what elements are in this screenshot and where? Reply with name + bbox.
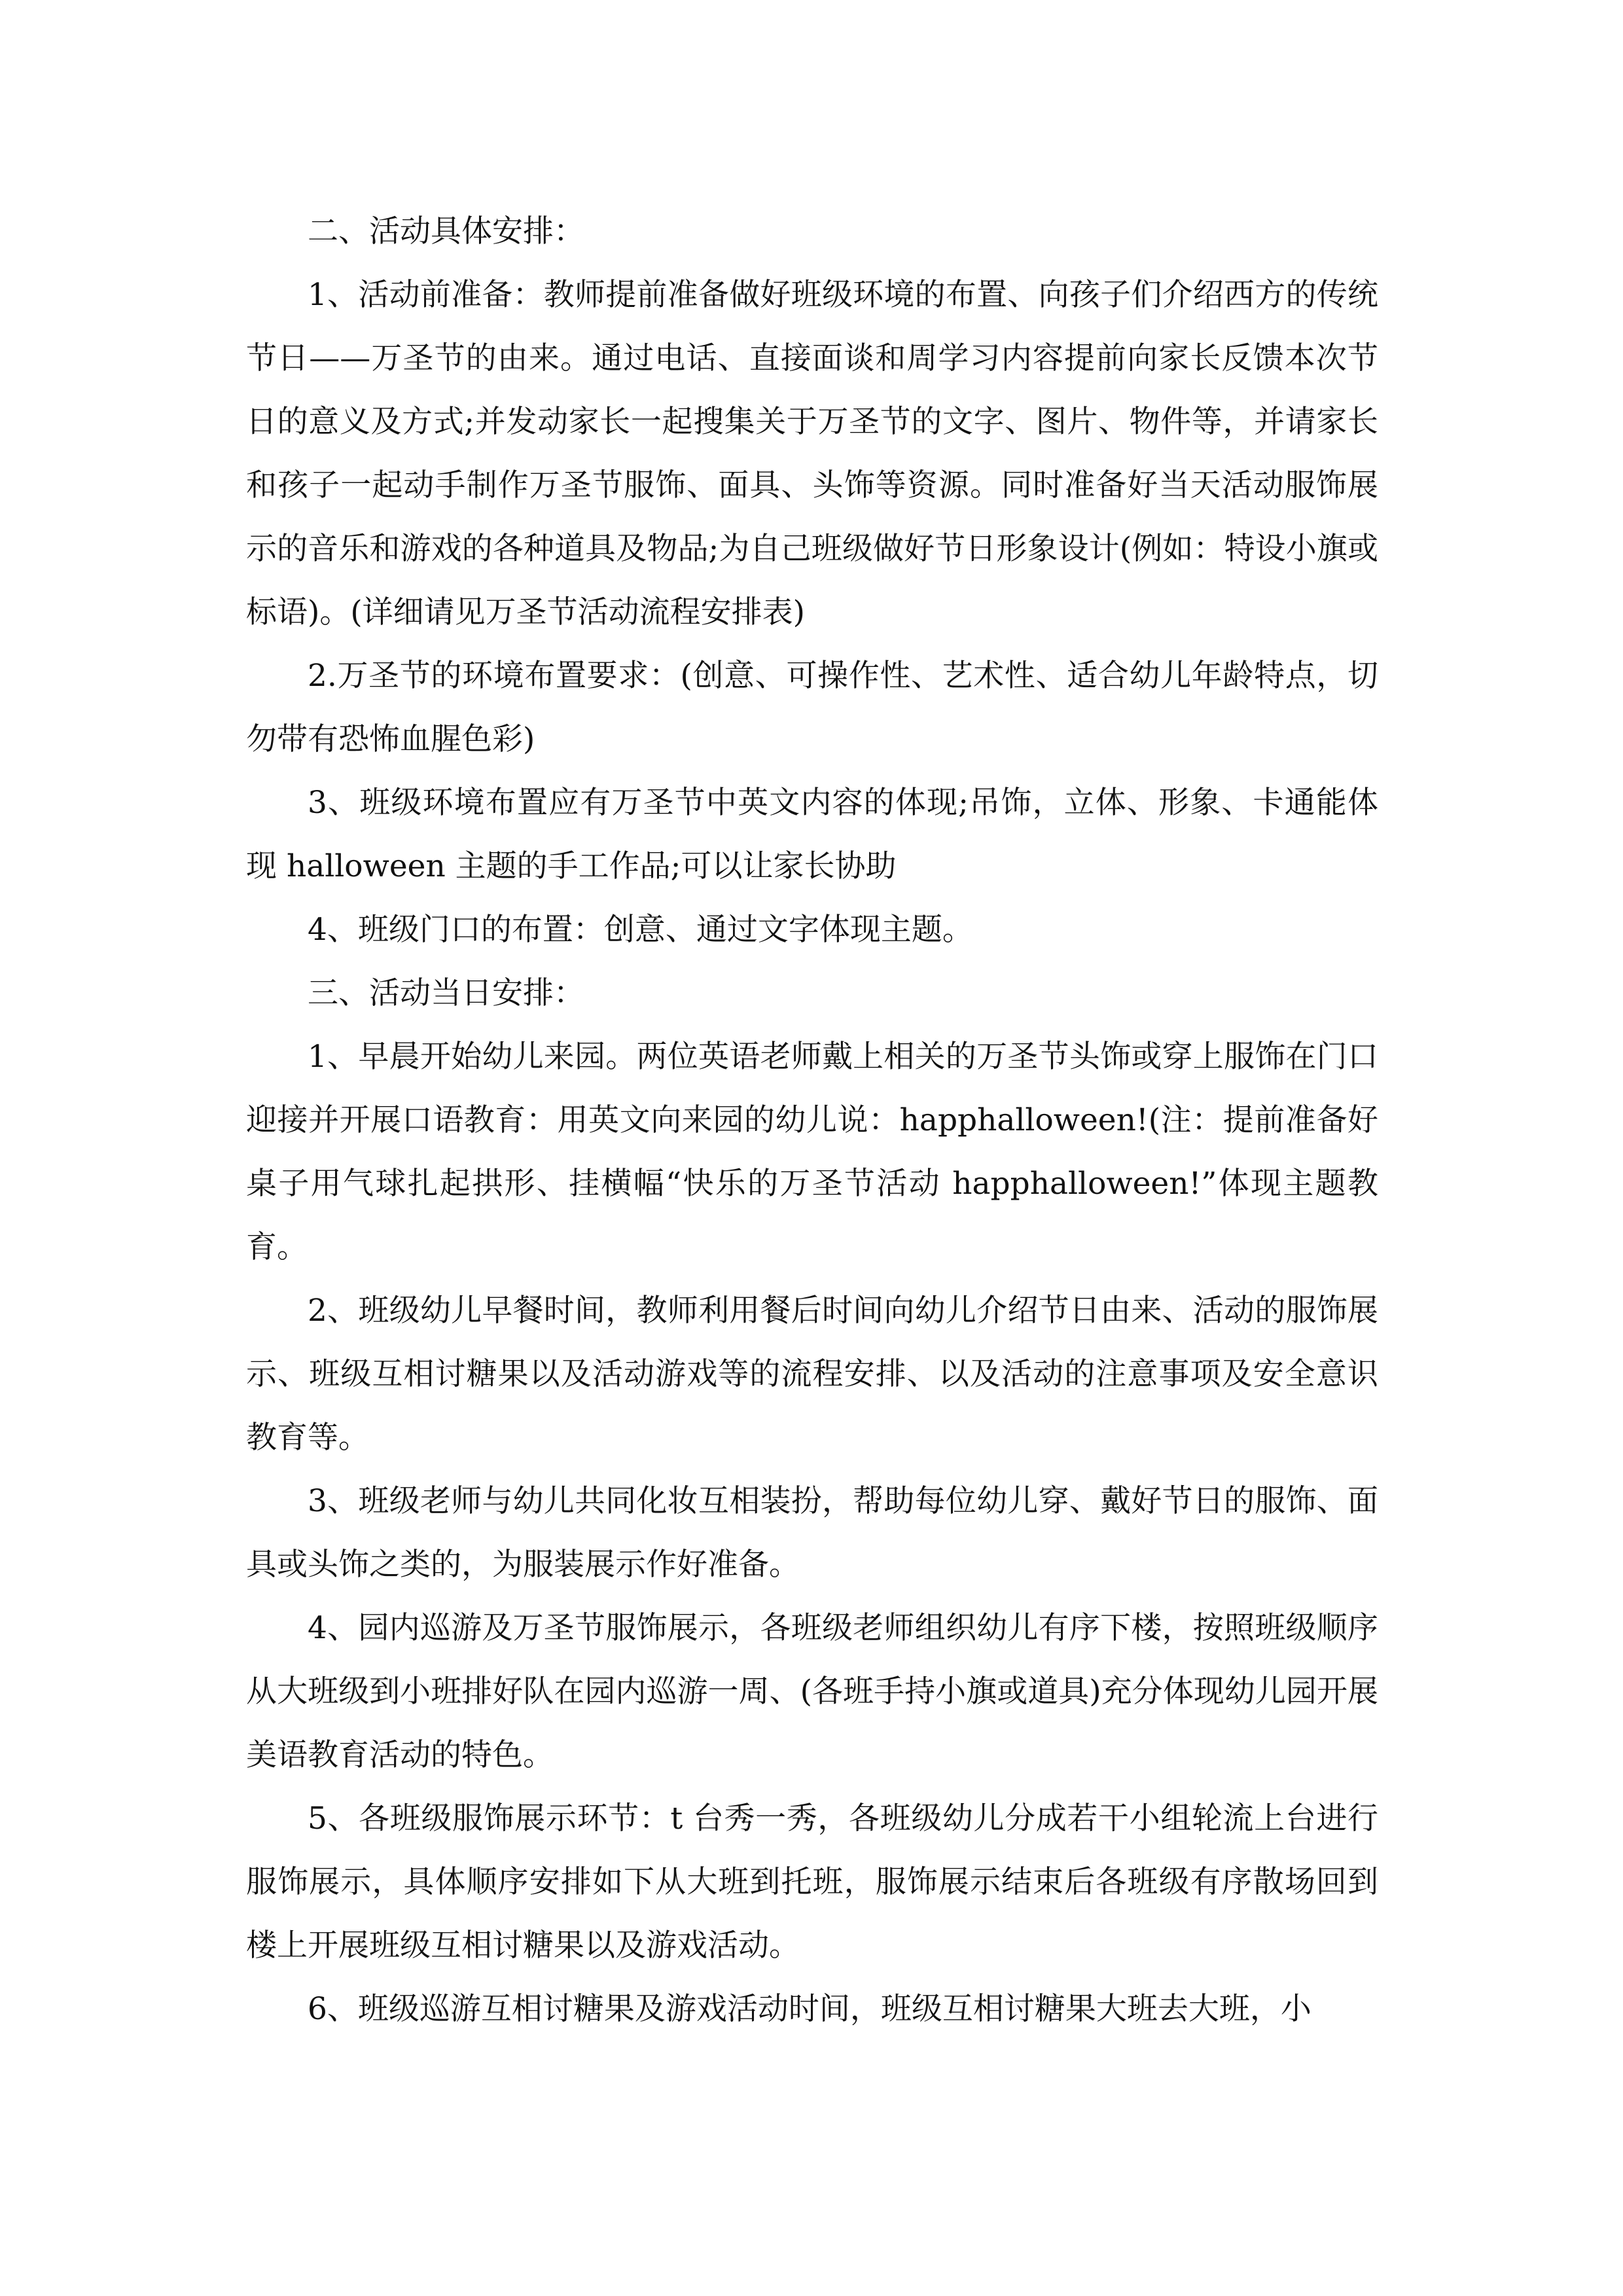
- paragraph-class-environment: 3、班级环境布置应有万圣节中英文内容的体现;吊饰，立体、形象、卡通能体现 halloween 主题的手工作品;可以让家长协助: [246, 785, 1378, 884]
- paragraph-parade: 4、园内巡游及万圣节服饰展示，各班级老师组织幼儿有序下楼，按照班级顺序从大班级到小班排好队在园内巡游一周、(各班手持小旗或道具)充分体现幼儿园开展美语教育活动的特色。: [246, 1610, 1378, 1773]
- paragraph-breakfast: 2、班级幼儿早餐时间，教师利用餐后时间向幼儿介绍节日由来、活动的服饰展示、班级互相讨糖果以及活动游戏等的流程安排、以及活动的注意事项及安全意识教育等。: [246, 1293, 1378, 1456]
- section-heading-3: 三、活动当日安排：: [308, 975, 584, 1011]
- paragraph-makeup: 3、班级老师与幼儿共同化妆互相装扮，帮助每位幼儿穿、戴好节日的服饰、面具或头饰之类的，为服装展示作好准备。: [246, 1483, 1378, 1583]
- document-body: [246, 200, 1378, 2041]
- paragraph-preparation: 1、活动前准备：教师提前准备做好班级环境的布置、向孩子们介绍西方的传统节日——万圣节的由来。通过电话、直接面谈和周学习内容提前向家长反馈本次节日的意义及方式;并发动家长一起搜集关于万圣节的文字、图片、物件等，并请家长和孩子一起动手制作万圣节服饰、面具、头饰等资源。同时准备好当天活动服饰展示的音乐和游戏的各种道具及物品;为自己班级做好节日形象设计(例如：特设小旗或标语)。(详细请见万圣节活动流程安排表): [246, 277, 1378, 630]
- paragraph-morning-arrival: 1、早晨开始幼儿来园。两位英语老师戴上相关的万圣节头饰或穿上服饰在门口迎接并开展口语教育：用英文向来园的幼儿说：happhalloween!(注：提前准备好桌子用气球扎起拱形、挂横幅“快乐的万圣节活动 happhalloween!”体现主题教育。: [246, 1039, 1378, 1265]
- paragraph-class-door: 4、班级门口的布置：创意、通过文字体现主题。: [308, 912, 973, 948]
- paragraph-costume-show: 5、各班级服饰展示环节：t 台秀一秀，各班级幼儿分成若干小组轮流上台进行服饰展示，具体顺序安排如下从大班到托班，服饰展示结束后各班级有序散场回到楼上开展班级互相讨糖果以及游戏活动。: [246, 1801, 1378, 1964]
- paragraph-candy-games: 6、班级巡游互相讨糖果及游戏活动时间，班级互相讨糖果大班去大班，小: [308, 1991, 1311, 2027]
- paragraph-environment-requirements: 2.万圣节的环境布置要求：(创意、可操作性、艺术性、适合幼儿年龄特点，切勿带有恐怖血腥色彩): [246, 658, 1378, 757]
- section-heading-2: 二、活动具体安排：: [308, 213, 584, 249]
